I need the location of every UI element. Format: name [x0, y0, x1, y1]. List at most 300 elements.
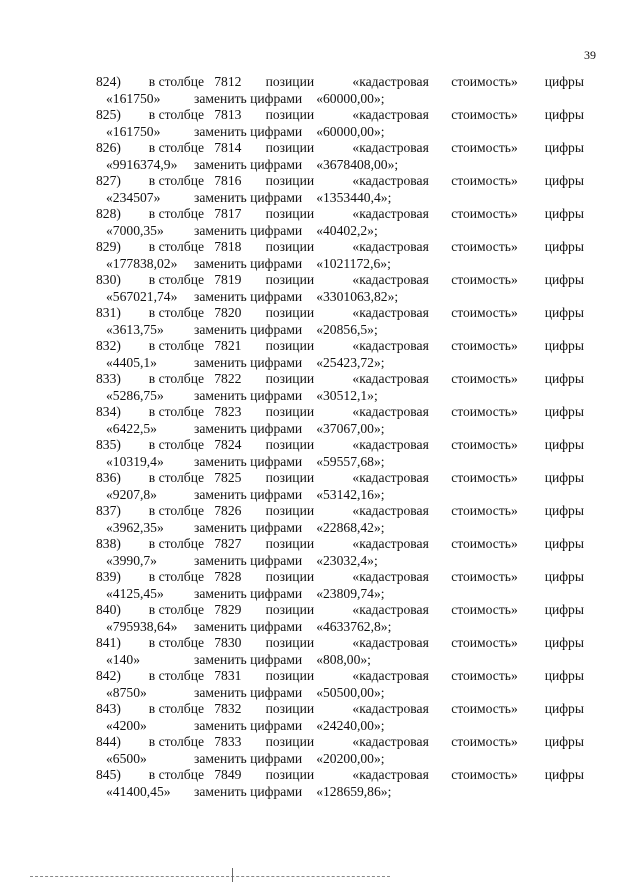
column-number: 7812 [214, 74, 242, 89]
entry-number: 830) [96, 272, 121, 287]
column-number: 7816 [214, 173, 242, 188]
column-reference [149, 239, 259, 256]
replace-text: заменить цифрами [194, 651, 303, 667]
value-text: стоимость» [451, 305, 518, 320]
value-text: стоимость» [451, 470, 518, 485]
digits-text: цифры [544, 635, 584, 650]
new-value: «128659,86»; [316, 783, 392, 799]
in-column-text: в столбце [148, 173, 205, 188]
replace-text: заменить цифрами [194, 618, 303, 634]
amendment-entry [96, 602, 584, 635]
cadastral-text: «кадастровая [352, 338, 429, 353]
new-value: «1353440,4»; [316, 189, 392, 205]
value-text: стоимость» [451, 107, 518, 122]
amendment-entry [96, 140, 584, 173]
position-text: позиции [265, 569, 315, 584]
entry-line-1 [96, 338, 584, 355]
amendment-entry [96, 404, 584, 437]
entry-line-1 [96, 140, 584, 157]
entry-line-1 [96, 74, 584, 91]
entry-number: 838) [96, 536, 121, 551]
replace-text: заменить цифрами [194, 420, 303, 436]
new-value: «20200,00»; [316, 750, 385, 766]
cadastral-text: «кадастровая [352, 206, 429, 221]
cadastral-text: «кадастровая [352, 767, 429, 782]
position-text: позиции [265, 338, 315, 353]
position-text: позиции [265, 239, 315, 254]
value-text: стоимость» [451, 140, 518, 155]
column-reference [149, 470, 259, 487]
digits-text: цифры [544, 602, 584, 617]
entry-line-2 [96, 124, 584, 141]
column-reference [149, 767, 259, 784]
position-text: позиции [265, 437, 315, 452]
new-value: «23809,74»; [316, 585, 385, 601]
digits-text: цифры [544, 503, 584, 518]
in-column-text: в столбце [148, 107, 205, 122]
entry-number: 836) [96, 470, 121, 485]
amendment-entry [96, 701, 584, 734]
amendment-entry [96, 338, 584, 371]
position-text: позиции [265, 470, 315, 485]
old-value: «161750» [106, 123, 161, 139]
column-number: 7826 [214, 503, 242, 518]
in-column-text: в столбце [148, 74, 205, 89]
replace-text: заменить цифрами [194, 90, 303, 106]
column-reference [149, 371, 259, 388]
entry-line-2 [96, 190, 584, 207]
old-value: «177838,02» [106, 255, 178, 271]
value-text: стоимость» [451, 536, 518, 551]
old-value: «7000,35» [106, 222, 164, 238]
new-value: «4633762,8»; [316, 618, 392, 634]
footer-tick-mark [232, 868, 233, 882]
in-column-text: в столбце [148, 503, 205, 518]
entry-line-1 [96, 305, 584, 322]
column-reference [149, 305, 259, 322]
new-value: «59557,68»; [316, 453, 385, 469]
value-text: стоимость» [451, 767, 518, 782]
amendment-entry [96, 635, 584, 668]
column-number: 7821 [214, 338, 242, 353]
in-column-text: в столбце [148, 239, 205, 254]
entry-line-2 [96, 91, 584, 108]
replace-text: заменить цифрами [194, 321, 303, 337]
position-text: позиции [265, 74, 315, 89]
column-number: 7818 [214, 239, 242, 254]
in-column-text: в столбце [148, 305, 205, 320]
old-value: «9207,8» [106, 486, 157, 502]
replace-text: заменить цифрами [194, 486, 303, 502]
entry-line-1 [96, 701, 584, 718]
replace-text: заменить цифрами [194, 717, 303, 733]
column-number: 7817 [214, 206, 242, 221]
value-text: стоимость» [451, 74, 518, 89]
cadastral-text: «кадастровая [352, 569, 429, 584]
column-number: 7831 [214, 668, 242, 683]
in-column-text: в столбце [148, 371, 205, 386]
entry-number: 840) [96, 602, 121, 617]
column-reference [149, 173, 259, 190]
new-value: «25423,72»; [316, 354, 385, 370]
cadastral-text: «кадастровая [352, 503, 429, 518]
position-text: позиции [265, 602, 315, 617]
column-reference [149, 404, 259, 421]
amendment-entry [96, 437, 584, 470]
cadastral-text: «кадастровая [352, 734, 429, 749]
column-number: 7849 [214, 767, 242, 782]
amendment-entry [96, 74, 584, 107]
new-value: «40402,2»; [316, 222, 378, 238]
value-text: стоимость» [451, 437, 518, 452]
position-text: позиции [265, 734, 315, 749]
column-reference [149, 701, 259, 718]
replace-text: заменить цифрами [194, 684, 303, 700]
old-value: «140» [106, 651, 140, 667]
column-reference [149, 272, 259, 289]
entry-line-2 [96, 586, 584, 603]
in-column-text: в столбце [148, 272, 205, 287]
cadastral-text: «кадастровая [352, 173, 429, 188]
column-reference [149, 74, 259, 91]
entry-line-2 [96, 487, 584, 504]
cadastral-text: «кадастровая [352, 536, 429, 551]
old-value: «9916374,9» [106, 156, 178, 172]
entry-number: 844) [96, 734, 121, 749]
digits-text: цифры [544, 734, 584, 749]
entry-number: 837) [96, 503, 121, 518]
entry-number: 826) [96, 140, 121, 155]
value-text: стоимость» [451, 635, 518, 650]
in-column-text: в столбце [148, 602, 205, 617]
entry-line-2 [96, 388, 584, 405]
entry-number: 825) [96, 107, 121, 122]
entry-line-1 [96, 239, 584, 256]
digits-text: цифры [544, 701, 584, 716]
in-column-text: в столбце [148, 569, 205, 584]
new-value: «3678408,00»; [316, 156, 399, 172]
replace-text: заменить цифрами [194, 189, 303, 205]
replace-text: заменить цифрами [194, 123, 303, 139]
replace-text: заменить цифрами [194, 750, 303, 766]
column-reference [149, 635, 259, 652]
entry-line-1 [96, 272, 584, 289]
position-text: позиции [265, 767, 315, 782]
cadastral-text: «кадастровая [352, 107, 429, 122]
amendment-entry [96, 305, 584, 338]
entry-number: 828) [96, 206, 121, 221]
entry-line-1 [96, 470, 584, 487]
replace-text: заменить цифрами [194, 255, 303, 271]
replace-text: заменить цифрами [194, 552, 303, 568]
entry-line-2 [96, 157, 584, 174]
in-column-text: в столбце [148, 437, 205, 452]
entry-line-2 [96, 520, 584, 537]
entry-line-2 [96, 619, 584, 636]
cadastral-text: «кадастровая [352, 371, 429, 386]
entry-number: 824) [96, 74, 121, 89]
value-text: стоимость» [451, 602, 518, 617]
replace-text: заменить цифрами [194, 783, 303, 799]
old-value: «10319,4» [106, 453, 164, 469]
column-number: 7825 [214, 470, 242, 485]
entry-number: 845) [96, 767, 121, 782]
amendment-entry [96, 173, 584, 206]
replace-text: заменить цифрами [194, 453, 303, 469]
cadastral-text: «кадастровая [352, 701, 429, 716]
digits-text: цифры [544, 74, 584, 89]
entry-line-2 [96, 223, 584, 240]
column-number: 7829 [214, 602, 242, 617]
column-number: 7823 [214, 404, 242, 419]
replace-text: заменить цифрами [194, 354, 303, 370]
new-value: «30512,1»; [316, 387, 378, 403]
position-text: позиции [265, 107, 315, 122]
old-value: «4405,1» [106, 354, 157, 370]
entry-line-1 [96, 371, 584, 388]
column-number: 7832 [214, 701, 242, 716]
digits-text: цифры [544, 206, 584, 221]
in-column-text: в столбце [148, 734, 205, 749]
in-column-text: в столбце [148, 140, 205, 155]
entry-number: 834) [96, 404, 121, 419]
column-number: 7822 [214, 371, 242, 386]
entry-line-1 [96, 437, 584, 454]
entry-number: 841) [96, 635, 121, 650]
amendment-entry [96, 767, 584, 800]
old-value: «5286,75» [106, 387, 164, 403]
replace-text: заменить цифрами [194, 156, 303, 172]
column-number: 7830 [214, 635, 242, 650]
entry-number: 835) [96, 437, 121, 452]
new-value: «23032,4»; [316, 552, 378, 568]
in-column-text: в столбце [148, 668, 205, 683]
entry-line-1 [96, 536, 584, 553]
new-value: «3301063,82»; [316, 288, 399, 304]
cadastral-text: «кадастровая [352, 470, 429, 485]
entry-number: 829) [96, 239, 121, 254]
new-value: «24240,00»; [316, 717, 385, 733]
digits-text: цифры [544, 536, 584, 551]
old-value: «41400,45» [106, 783, 171, 799]
column-number: 7819 [214, 272, 242, 287]
amendment-entry [96, 107, 584, 140]
entry-line-2 [96, 421, 584, 438]
column-reference [149, 437, 259, 454]
replace-text: заменить цифрами [194, 519, 303, 535]
position-text: позиции [265, 305, 315, 320]
amendment-entry [96, 536, 584, 569]
entry-line-2 [96, 256, 584, 273]
position-text: позиции [265, 536, 315, 551]
amendment-entry [96, 206, 584, 239]
digits-text: цифры [544, 272, 584, 287]
old-value: «6422,5» [106, 420, 157, 436]
in-column-text: в столбце [148, 536, 205, 551]
footer-divider [30, 876, 390, 877]
column-number: 7833 [214, 734, 242, 749]
value-text: стоимость» [451, 206, 518, 221]
old-value: «567021,74» [106, 288, 178, 304]
amendment-entry [96, 668, 584, 701]
digits-text: цифры [544, 107, 584, 122]
entry-number: 843) [96, 701, 121, 716]
column-reference [149, 338, 259, 355]
amendment-entry [96, 470, 584, 503]
entry-line-2 [96, 355, 584, 372]
entry-number: 827) [96, 173, 121, 188]
value-text: стоимость» [451, 404, 518, 419]
position-text: позиции [265, 173, 315, 188]
entry-line-2 [96, 751, 584, 768]
digits-text: цифры [544, 173, 584, 188]
digits-text: цифры [544, 668, 584, 683]
entry-line-2 [96, 718, 584, 735]
new-value: «53142,16»; [316, 486, 385, 502]
position-text: позиции [265, 668, 315, 683]
column-reference [149, 206, 259, 223]
value-text: стоимость» [451, 371, 518, 386]
page-number: 39 [584, 48, 596, 62]
amendment-entry [96, 734, 584, 767]
old-value: «4200» [106, 717, 147, 733]
value-text: стоимость» [451, 569, 518, 584]
column-reference [149, 734, 259, 751]
entry-line-1 [96, 734, 584, 751]
digits-text: цифры [544, 140, 584, 155]
entry-line-1 [96, 767, 584, 784]
column-number: 7813 [214, 107, 242, 122]
entry-number: 831) [96, 305, 121, 320]
position-text: позиции [265, 404, 315, 419]
column-reference [149, 503, 259, 520]
digits-text: цифры [544, 305, 584, 320]
digits-text: цифры [544, 767, 584, 782]
amendment-entry [96, 503, 584, 536]
position-text: позиции [265, 701, 315, 716]
entry-line-2 [96, 553, 584, 570]
cadastral-text: «кадастровая [352, 602, 429, 617]
digits-text: цифры [544, 371, 584, 386]
column-reference [149, 668, 259, 685]
old-value: «3990,7» [106, 552, 157, 568]
amendment-entry [96, 272, 584, 305]
position-text: позиции [265, 272, 315, 287]
cadastral-text: «кадастровая [352, 140, 429, 155]
amendment-entry [96, 239, 584, 272]
cadastral-text: «кадастровая [352, 74, 429, 89]
column-number: 7824 [214, 437, 242, 452]
cadastral-text: «кадастровая [352, 668, 429, 683]
in-column-text: в столбце [148, 635, 205, 650]
old-value: «234507» [106, 189, 161, 205]
value-text: стоимость» [451, 668, 518, 683]
column-reference [149, 569, 259, 586]
entry-line-1 [96, 668, 584, 685]
value-text: стоимость» [451, 239, 518, 254]
position-text: позиции [265, 140, 315, 155]
column-reference [149, 602, 259, 619]
in-column-text: в столбце [148, 767, 205, 782]
entry-line-2 [96, 784, 584, 801]
value-text: стоимость» [451, 503, 518, 518]
column-number: 7814 [214, 140, 242, 155]
column-number: 7828 [214, 569, 242, 584]
entry-line-2 [96, 454, 584, 471]
entry-line-1 [96, 404, 584, 421]
position-text: позиции [265, 503, 315, 518]
new-value: «60000,00»; [316, 90, 385, 106]
new-value: «808,00»; [316, 651, 371, 667]
old-value: «3962,35» [106, 519, 164, 535]
digits-text: цифры [544, 437, 584, 452]
entry-line-1 [96, 569, 584, 586]
in-column-text: в столбце [148, 206, 205, 221]
entry-line-1 [96, 602, 584, 619]
new-value: «37067,00»; [316, 420, 385, 436]
old-value: «161750» [106, 90, 161, 106]
value-text: стоимость» [451, 701, 518, 716]
new-value: «22868,42»; [316, 519, 385, 535]
in-column-text: в столбце [148, 701, 205, 716]
digits-text: цифры [544, 338, 584, 353]
entry-number: 832) [96, 338, 121, 353]
replace-text: заменить цифрами [194, 387, 303, 403]
entry-number: 833) [96, 371, 121, 386]
cadastral-text: «кадастровая [352, 437, 429, 452]
entry-line-1 [96, 107, 584, 124]
entry-number: 842) [96, 668, 121, 683]
entry-number: 839) [96, 569, 121, 584]
column-number: 7820 [214, 305, 242, 320]
column-reference [149, 140, 259, 157]
entry-line-2 [96, 289, 584, 306]
cadastral-text: «кадастровая [352, 305, 429, 320]
value-text: стоимость» [451, 272, 518, 287]
cadastral-text: «кадастровая [352, 635, 429, 650]
column-reference [149, 536, 259, 553]
entry-line-2 [96, 652, 584, 669]
entry-line-1 [96, 206, 584, 223]
entry-line-1 [96, 503, 584, 520]
in-column-text: в столбце [148, 470, 205, 485]
in-column-text: в столбце [148, 338, 205, 353]
new-value: «60000,00»; [316, 123, 385, 139]
replace-text: заменить цифрами [194, 222, 303, 238]
column-number: 7827 [214, 536, 242, 551]
value-text: стоимость» [451, 338, 518, 353]
digits-text: цифры [544, 569, 584, 584]
old-value: «3613,75» [106, 321, 164, 337]
old-value: «4125,45» [106, 585, 164, 601]
entry-line-1 [96, 173, 584, 190]
column-reference [149, 107, 259, 124]
value-text: стоимость» [451, 734, 518, 749]
position-text: позиции [265, 371, 315, 386]
entry-line-2 [96, 685, 584, 702]
digits-text: цифры [544, 470, 584, 485]
entry-line-1 [96, 635, 584, 652]
position-text: позиции [265, 635, 315, 650]
replace-text: заменить цифрами [194, 585, 303, 601]
new-value: «1021172,6»; [316, 255, 391, 271]
old-value: «795938,64» [106, 618, 178, 634]
digits-text: цифры [544, 404, 584, 419]
old-value: «6500» [106, 750, 147, 766]
old-value: «8750» [106, 684, 147, 700]
new-value: «20856,5»; [316, 321, 378, 337]
cadastral-text: «кадастровая [352, 239, 429, 254]
